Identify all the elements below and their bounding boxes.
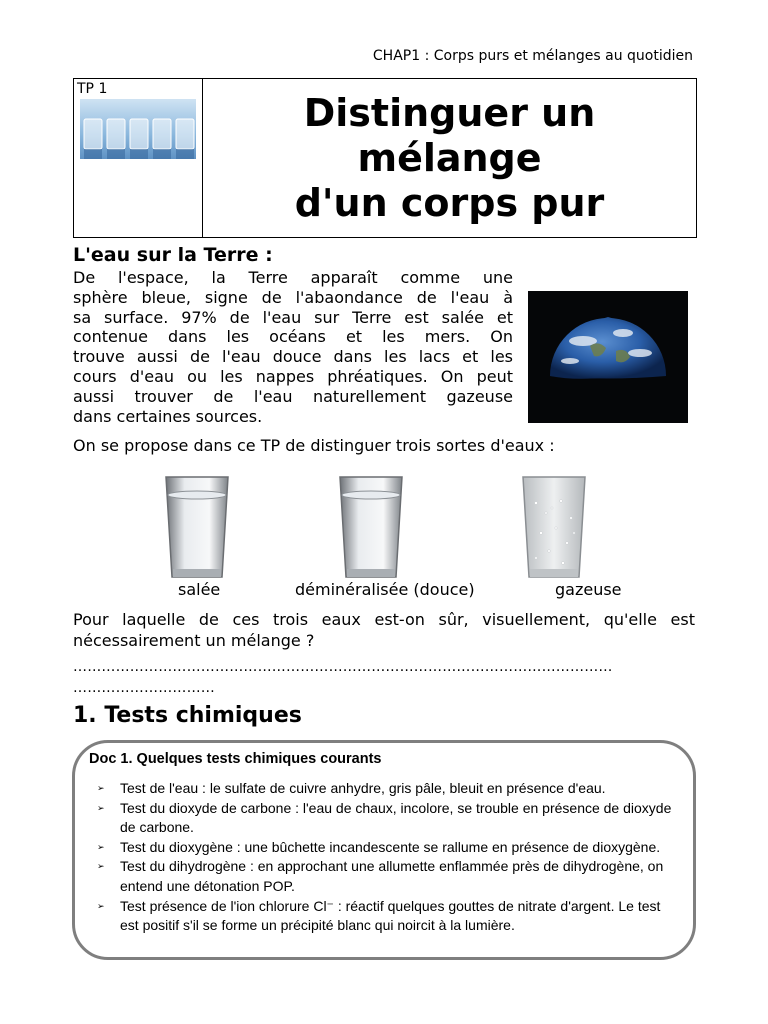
answer-line[interactable]: ……………………………………………………………………………………………………	[73, 659, 613, 675]
intro-line: De l'espace, la Terre apparaît comme une	[73, 268, 513, 287]
list-item-text: Test présence de l'ion chlorure Cl⁻ : réactif quelques gouttes de nitrate d'argent. Le test est positif s'il se forme un précipité blanc qui noircit à la lumière.	[120, 897, 661, 934]
list-item-text: Test de l'eau : le sulfate de cuivre anhydre, gris pâle, bleuit en présence d'eau.	[120, 780, 606, 796]
glass-of-water-icon	[338, 473, 404, 585]
question-line: nécessairement un mélange ?	[73, 631, 315, 650]
list-item-text: Test du dihydrogène : en approchant une allumette enflammée près de dihydrogène, on entend une détonation POP.	[120, 858, 664, 894]
arrow-bullet-icon: ➢	[97, 783, 105, 793]
intro-line: contenue dans les océans et les mers. On	[73, 327, 513, 347]
list-item	[75, 857, 675, 896]
tp-label: TP 1	[77, 81, 108, 97]
title-line: mélange	[357, 135, 542, 180]
doc1-list	[75, 779, 675, 936]
question-line: Pour laquelle de ces trois eaux est-on sûr, visuellement, qu'elle est	[73, 610, 695, 629]
arrow-bullet-icon: ➢	[97, 900, 105, 911]
arrow-bullet-icon: ➢	[97, 861, 105, 872]
doc1-box	[72, 740, 696, 960]
intro-line: trouve aussi de l'eau douce dans les lacs et les	[73, 347, 513, 367]
sparkling-water-glass-icon	[521, 473, 587, 585]
intro-line: dans certaines sources.	[73, 406, 263, 426]
intro-line: sphère bleue, signe de l'abaondance de l'eau à	[73, 287, 513, 307]
chapter-header: CHAP1 : Corps purs et mélanges au quotidien	[372, 48, 693, 64]
arrow-bullet-icon: ➢	[97, 802, 105, 813]
list-item	[75, 779, 675, 799]
intro-line: sa surface. 97% de l'eau sur Terre est salée et	[73, 307, 513, 327]
list-item-text: Test du dioxyde de carbone : l'eau de chaux, incolore, se trouble en présence de dioxyde de carbone.	[120, 799, 672, 836]
intro-line: aussi trouver de l'eau naturellement gazeuse	[73, 386, 513, 406]
title-box	[73, 78, 697, 238]
glass-label-gazeuse: gazeuse	[555, 580, 622, 599]
doc1-title: Doc 1. Quelques tests chimiques courants	[89, 751, 382, 767]
list-item	[75, 897, 675, 936]
section-heading-tests: 1. Tests chimiques	[73, 703, 302, 728]
page-title	[295, 91, 605, 226]
list-item-text: Test du dioxygène : une bûchette incandescente se rallume en présence de dioxygène.	[120, 838, 661, 855]
list-item	[75, 838, 675, 858]
propose-text: On se propose dans ce TP de distinguer trois sortes d'eaux :	[73, 436, 555, 455]
intro-paragraph	[73, 268, 513, 426]
glass-of-water-icon	[164, 473, 230, 585]
title-line: Distinguer un	[303, 90, 596, 135]
glass-label-salee: salée	[178, 580, 221, 599]
arrow-bullet-icon: ➢	[97, 841, 105, 852]
intro-line: cours d'eau ou les nappes phréatiques. On peut	[73, 366, 513, 386]
list-item	[75, 799, 675, 838]
title-line: d'un corps pur	[294, 180, 605, 225]
title-cell	[203, 79, 696, 237]
question-text	[73, 609, 695, 651]
tp-cell	[74, 79, 203, 237]
answer-line[interactable]: …………………………	[73, 680, 215, 696]
section-heading-water: L'eau sur la Terre :	[73, 244, 273, 266]
glass-label-demineralisee: déminéralisée (douce)	[295, 580, 475, 599]
earth-image	[528, 291, 688, 423]
glasses-row-image	[80, 99, 196, 159]
